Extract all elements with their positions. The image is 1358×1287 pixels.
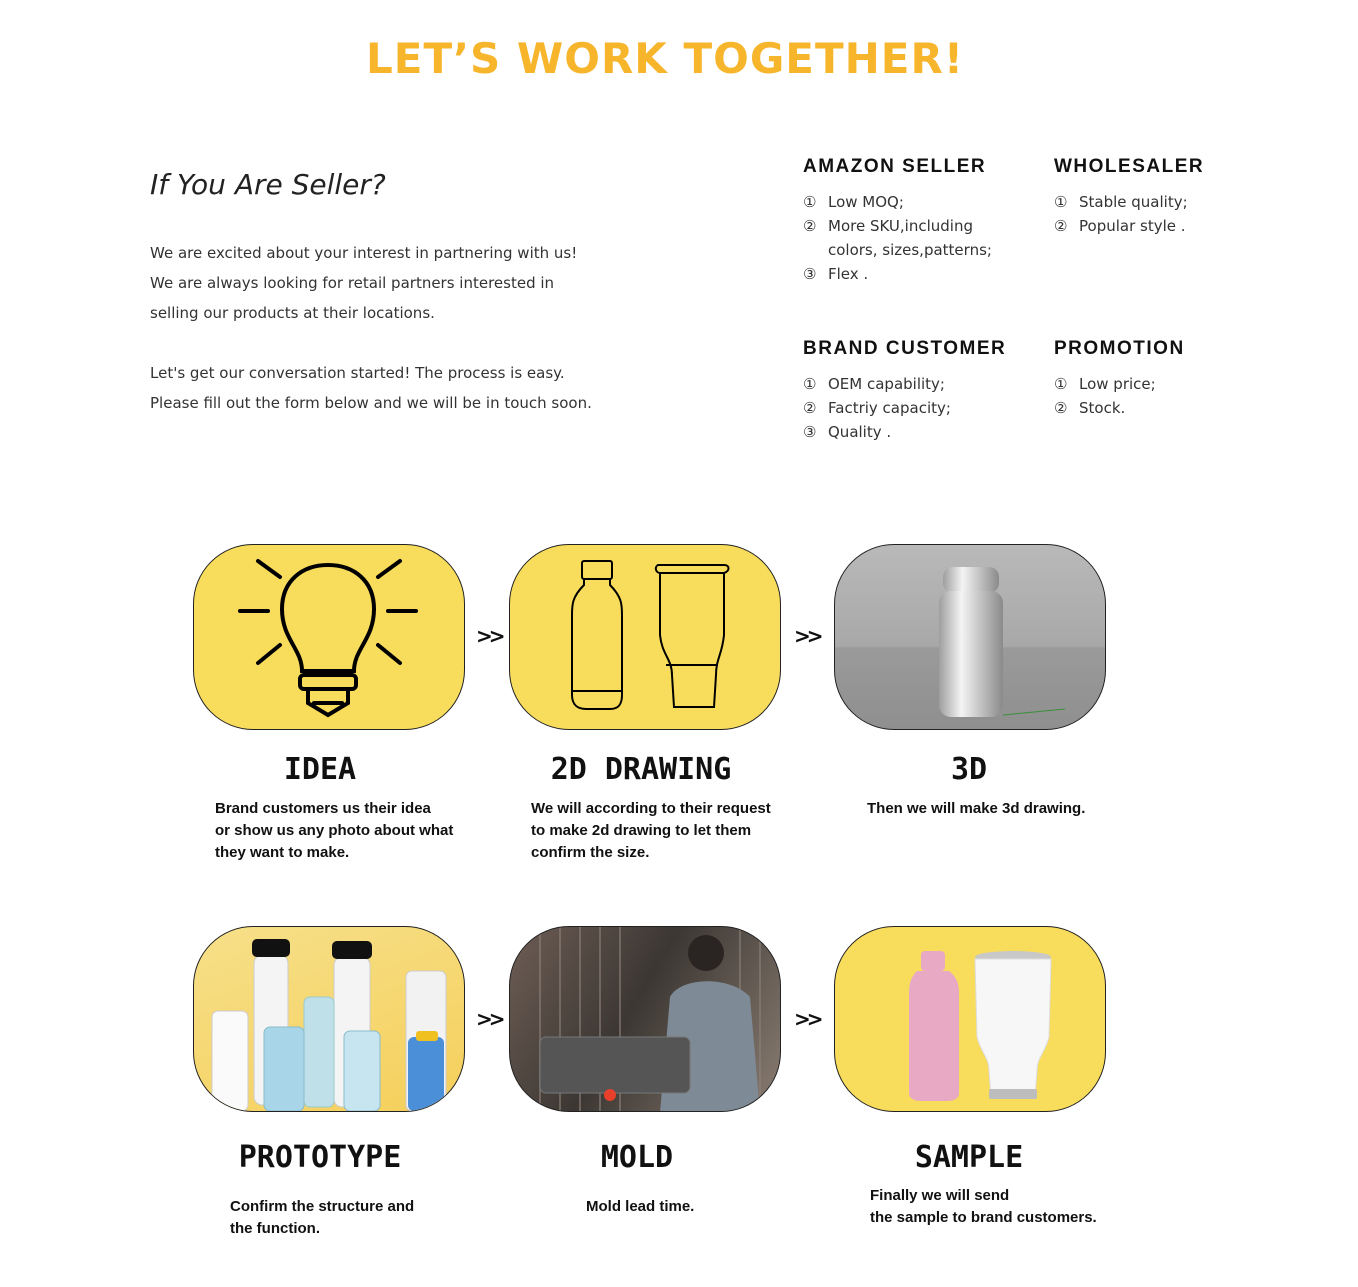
item-number: ① [803,375,817,393]
intro-paragraph-1 [150,238,750,328]
desc-line: We will according to their request [531,800,771,817]
category-brand-customer [803,338,1033,444]
item-text: Low price; [1079,375,1156,393]
flow-arrow: >> [476,1007,502,1031]
intro-line: selling our products at their locations. [150,304,435,322]
list-item [1054,372,1254,396]
intro-line: Please fill out the form below and we will be in touch soon. [150,394,592,412]
item-text: Flex . [828,265,869,283]
flow-arrow: >> [794,1007,820,1031]
item-text: OEM capability; [828,375,945,393]
idea-card [193,544,465,730]
bottle-drawing-icon [510,545,781,730]
step-desc-idea [215,798,453,864]
step-desc-2d-drawing [531,798,771,864]
desc-line: Confirm the structure and [230,1198,415,1215]
step-desc-mold [586,1196,694,1218]
desc-line: or show us any photo about what [215,822,454,839]
step-title-idea: IDEA [283,752,357,787]
flow-arrow: >> [794,624,820,648]
step-title-mold: MOLD [600,1140,674,1175]
intro-paragraph-2 [150,358,750,418]
intro-line: We are excited about your interest in partnering with us! [150,244,578,262]
item-text: More SKU,including colors, sizes,patterns; [828,217,992,259]
item-number: ② [1054,399,1068,417]
list-item [1054,214,1254,238]
item-number: ② [1054,217,1068,235]
item-text: Factriy capacity; [828,399,951,417]
desc-line: Mold lead time. [586,1198,695,1215]
step-desc-3d [867,798,1085,820]
list-item [803,396,1033,420]
category-title: AMAZON SELLER [803,156,987,177]
list-item [803,262,1033,286]
mold-worker-photo [510,927,781,1112]
item-number: ② [803,399,817,417]
category-title: PROMOTION [1054,338,1185,359]
item-number: ① [1054,375,1068,393]
desc-line: the sample to brand customers. [870,1209,1097,1226]
category-wholesaler [1054,156,1254,238]
step-title-3d: 3D [950,752,988,787]
item-number: ① [1054,193,1068,211]
item-text: Popular style . [1079,217,1186,235]
flow-arrow: >> [476,624,502,648]
step-title-sample: SAMPLE [914,1140,1024,1175]
item-text: Low MOQ; [828,193,904,211]
desc-line: to make 2d drawing to let them [531,822,752,839]
item-number: ① [803,193,817,211]
lightbulb-icon [194,545,465,730]
3d-bottle-render [835,545,1106,730]
sample-card [834,926,1106,1112]
prototype-card [193,926,465,1112]
page-title: LET’S WORK TOGETHER! [366,34,964,83]
intro-line: Let's get our conversation started! The process is easy. [150,364,565,382]
category-title: WHOLESALER [1054,156,1205,177]
desc-line: confirm the size. [531,844,650,861]
item-text: Stock. [1079,399,1126,417]
category-title: BRAND CUSTOMER [803,338,1007,359]
sample-bottles-photo [835,927,1106,1112]
item-number: ③ [803,423,817,441]
intro-line: We are always looking for retail partners interested in [150,274,555,292]
list-item [1054,396,1254,420]
desc-line: Finally we will send [870,1187,1010,1204]
desc-line: they want to make. [215,844,350,861]
2d-drawing-card [509,544,781,730]
desc-line: Brand customers us their idea [215,800,431,817]
category-amazon-seller [803,156,1033,286]
list-item [803,420,1033,444]
list-item [803,190,1033,214]
3d-card [834,544,1106,730]
list-item [803,214,1033,262]
list-item [803,372,1033,396]
prototype-tumblers-photo [194,927,465,1112]
category-promotion [1054,338,1254,420]
list-item [1054,190,1254,214]
seller-heading: If You Are Seller? [150,168,386,201]
desc-line: the function. [230,1220,320,1237]
item-number: ② [803,217,817,235]
item-number: ③ [803,265,817,283]
step-title-2d-drawing: 2D DRAWING [550,752,732,787]
step-desc-prototype [230,1196,414,1240]
item-text: Quality . [828,423,892,441]
step-desc-sample [870,1185,1097,1229]
item-text: Stable quality; [1079,193,1188,211]
desc-line: Then we will make 3d drawing. [867,800,1086,817]
step-title-prototype: PROTOTYPE [238,1140,402,1175]
mold-card [509,926,781,1112]
